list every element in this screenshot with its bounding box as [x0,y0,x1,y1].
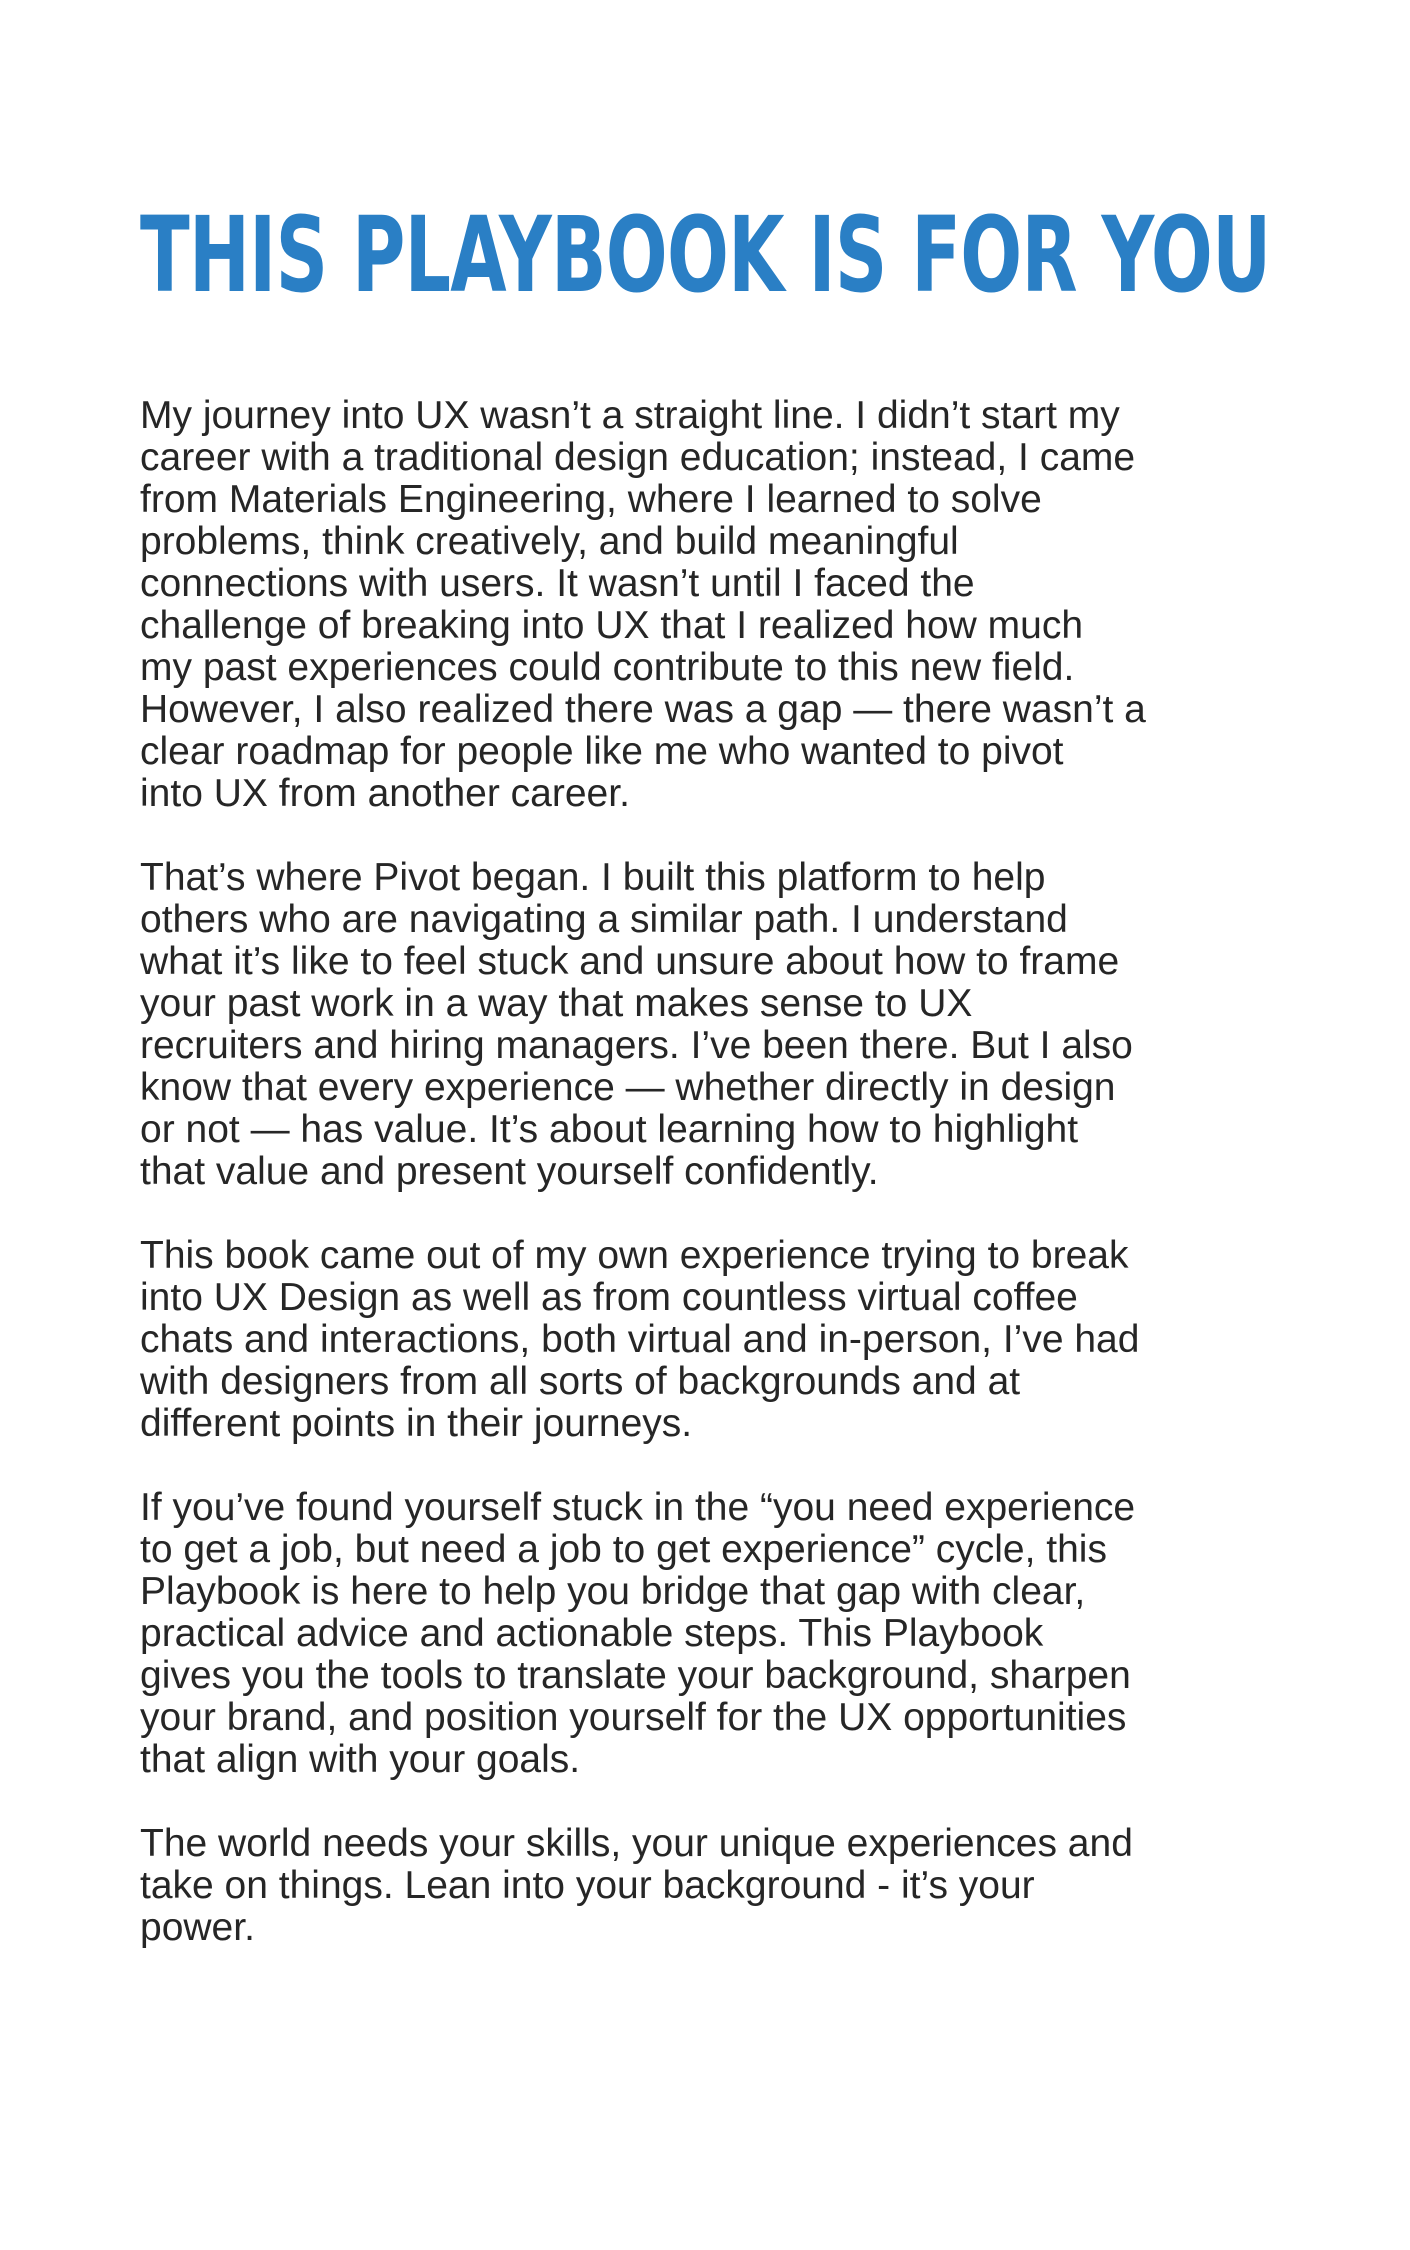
paragraph-experience-cycle: If you’ve found yourself stuck in the “you need experience to get a job, but need a job to get experience” cycle, this Playbook is here to help you bridge that gap with clear, practical advice and actionable steps. This Playbook gives you the tools to translate your background, sharpen your brand, and position yourself for the UX opportunities that align with your goals. [140,1486,1136,1781]
paragraph-book-origin: This book came out of my own experience trying to break into UX Design as well as from countless virtual coffee chats and interactions, both virtual and in-person, I’ve had with designers from all sorts of backgrounds and at different points in their journeys. [140,1234,1140,1445]
page-title: THIS PLAYBOOK IS FOR YOU [140,194,1271,316]
paragraph-closing: The world needs your skills, your unique experiences and take on things. Lean into your background - it’s your power. [140,1822,1133,1949]
body-text [140,395,1250,1991]
paragraph-pivot: That’s where Pivot began. I built this platform to help others who are navigating a similar path. I understand what it’s like to feel stuck and unsure about how to frame your past work in a way that makes sense to UX recruiters and hiring managers. I’ve been there. But I also know that every experience — whether directly in design or not — has value. It’s about learning how to highlight that value and present yourself confidently. [140,856,1133,1193]
paragraph-journey: My journey into UX wasn’t a straight line. I didn’t start my career with a traditional design education; instead, I came from Materials Engineering, where I learned to solve problems, think creatively, and build meaningful connections with users. It wasn’t until I faced the challenge of breaking into UX that I realized how much my past experiences could contribute to this new field. However, I also realized there was a gap — there wasn’t a clear roadmap for people like me who wanted to pivot into UX from another career. [140,394,1146,815]
